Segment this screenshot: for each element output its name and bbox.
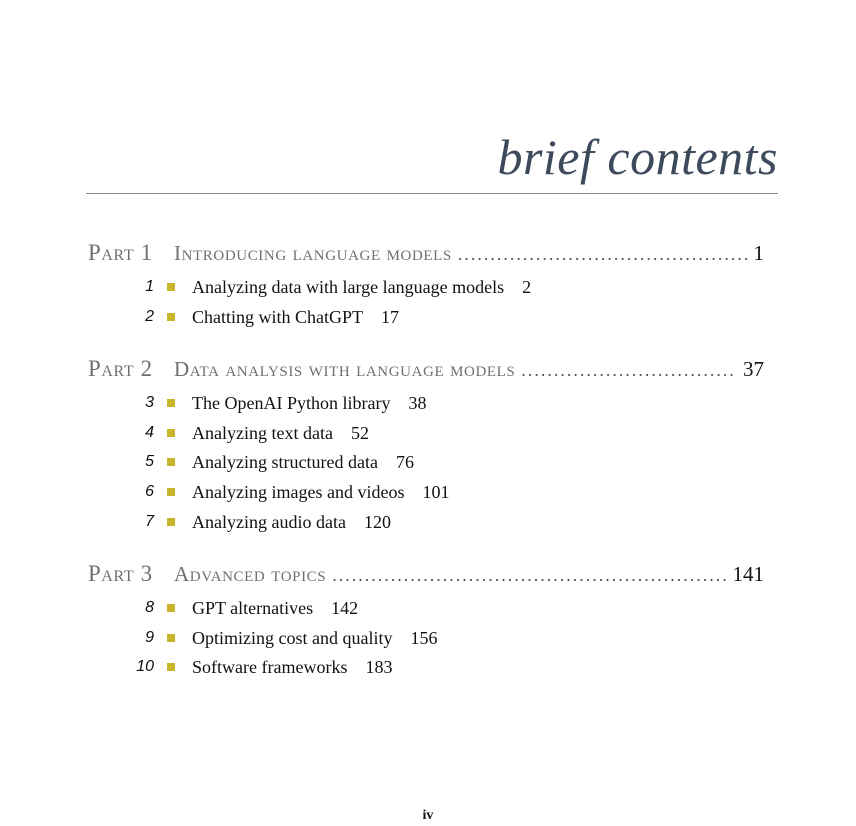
dot-leader [521, 360, 737, 381]
chapter-number: 6 [145, 483, 154, 500]
part-page-number: 141 [732, 562, 764, 586]
chapter-number: 9 [145, 629, 154, 646]
part-label: Part 3 [88, 561, 153, 586]
square-bullet-icon [167, 283, 175, 291]
square-bullet-icon [167, 518, 175, 526]
chapter-entry-4[interactable] [120, 421, 369, 445]
chapter-title: Analyzing images and videos [192, 481, 405, 502]
chapter-title: Chatting with ChatGPT [192, 306, 363, 327]
chapter-number: 5 [145, 453, 154, 470]
chapter-entry-7[interactable] [120, 510, 391, 534]
dot-leader [458, 244, 748, 265]
part-title: Advanced topics [174, 562, 327, 586]
chapter-title: The OpenAI Python library [192, 392, 391, 413]
chapter-entry-10[interactable] [120, 655, 392, 679]
chapter-entry-5[interactable] [120, 450, 414, 474]
chapter-number: 10 [136, 658, 154, 675]
title-rule [86, 193, 778, 194]
square-bullet-icon [167, 429, 175, 437]
page-folio: iv [422, 808, 434, 823]
chapter-entry-8[interactable] [120, 596, 358, 620]
square-bullet-icon [167, 458, 175, 466]
chapter-page-number: 17 [381, 306, 399, 327]
chapter-title: Analyzing audio data [192, 511, 346, 532]
chapter-title: Software frameworks [192, 656, 348, 677]
chapter-page-number: 101 [422, 481, 450, 502]
part-title: Introducing language models [174, 241, 452, 265]
square-bullet-icon [167, 634, 175, 642]
part-heading-1[interactable] [88, 240, 764, 266]
chapter-number: 8 [145, 599, 154, 616]
chapter-entry-6[interactable] [120, 480, 449, 504]
part-label: Part 2 [88, 356, 153, 381]
square-bullet-icon [167, 399, 175, 407]
chapter-page-number: 38 [408, 392, 427, 413]
chapter-entry-1[interactable] [120, 275, 531, 299]
dot-leader [332, 565, 726, 586]
chapter-page-number: 120 [363, 511, 391, 532]
chapter-page-number: 156 [410, 627, 438, 648]
chapter-page-number: 52 [350, 422, 369, 443]
chapter-entry-3[interactable] [120, 391, 426, 415]
square-bullet-icon [167, 604, 175, 612]
chapter-page-number: 2 [522, 276, 532, 297]
part-page-number: 37 [743, 357, 764, 381]
chapter-number: 2 [145, 308, 154, 325]
chapter-title: Analyzing structured data [192, 451, 378, 472]
chapter-number: 7 [145, 513, 154, 530]
chapter-page-number: 183 [365, 656, 393, 677]
chapter-title: Analyzing text data [192, 422, 333, 443]
chapter-entry-2[interactable] [120, 305, 399, 329]
square-bullet-icon [167, 313, 175, 321]
page-title: brief contents [497, 129, 778, 185]
chapter-number: 4 [145, 424, 154, 441]
chapter-number: 3 [145, 394, 154, 411]
square-bullet-icon [167, 663, 175, 671]
part-title: Data analysis with language models [174, 357, 516, 381]
chapter-number: 1 [145, 278, 154, 295]
chapter-entry-9[interactable] [120, 626, 437, 650]
chapter-page-number: 76 [395, 451, 414, 472]
chapter-title: Optimizing cost and quality [192, 627, 393, 648]
chapter-title: Analyzing data with large language models [192, 276, 505, 297]
part-heading-2[interactable] [88, 356, 764, 382]
part-page-number: 1 [753, 241, 764, 265]
chapter-page-number: 142 [331, 597, 359, 618]
part-label: Part 1 [88, 240, 153, 265]
part-heading-3[interactable] [88, 561, 764, 587]
chapter-title: GPT alternatives [192, 597, 314, 618]
square-bullet-icon [167, 488, 175, 496]
